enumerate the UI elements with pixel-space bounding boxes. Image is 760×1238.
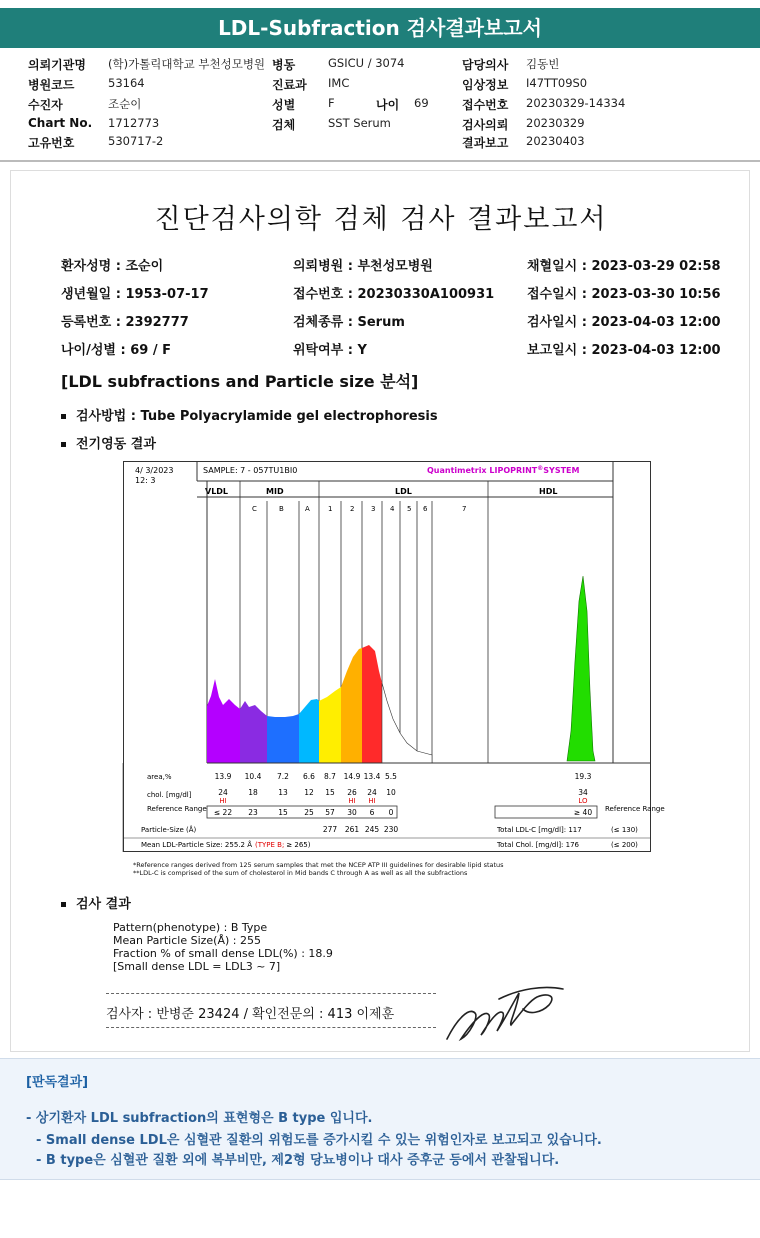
chol-value: 24 — [367, 788, 377, 797]
info-label: 담당의사 — [462, 58, 509, 72]
info-label: 병원코드 — [28, 78, 75, 92]
interpretation-line: - Small dense LDL은 심혈관 질환의 위험도를 증가시킬 수 있는 위험인자로 보고되고 있습니다. — [36, 1133, 602, 1148]
info-value: 1712773 — [108, 116, 160, 130]
mean-type: (TYPE B; — [255, 841, 285, 849]
area-value: 8.7 — [324, 772, 336, 781]
area-value: 13.4 — [363, 772, 381, 781]
info-value: (학)가톨릭대학교 부천성모병원 — [108, 57, 266, 71]
info-label: 진료과 — [272, 78, 307, 92]
info-label: 의뢰기관명 — [28, 58, 86, 72]
patient-field: 검체종류 : Serum — [293, 315, 405, 330]
area-value: 5.5 — [385, 772, 397, 781]
chart-date: 4/ 3/2023 — [135, 466, 174, 475]
result-heading — [61, 893, 131, 912]
band-label: 7 — [462, 505, 467, 513]
particle-value: 261 — [344, 825, 360, 834]
method-line — [61, 405, 438, 424]
info-value: 20230329-14334 — [526, 96, 626, 110]
info-label: 임상정보 — [462, 78, 509, 92]
page-title: LDL-Subfraction 검사결과보고서 — [0, 8, 760, 48]
signature-icon — [439, 979, 569, 1049]
ref-value: ≤ 22 — [213, 808, 233, 817]
info-value: IMC — [328, 76, 350, 90]
ref-value: 6 — [369, 808, 375, 817]
particle-value: 230 — [383, 825, 399, 834]
area-value: 6.6 — [303, 772, 315, 781]
info-value: 조순이 — [108, 97, 142, 111]
method-text: 검사방법 : Tube Polyacrylamide gel electrophoresis — [76, 409, 438, 424]
mean-size-label: Mean LDL-Particle Size: 255.2 Å — [141, 841, 252, 849]
signature-text: 검사자 : 반병준 23424 / 확인전문의 : 413 이제훈 — [106, 1007, 395, 1022]
chol-value: 13 — [278, 788, 288, 797]
patient-field: 생년월일 : 1953-07-17 — [61, 287, 209, 302]
signature-line — [106, 1027, 436, 1028]
electro-text: 전기영동 결과 — [76, 437, 156, 452]
info-value: 69 — [414, 96, 429, 110]
info-label: Chart No. — [28, 116, 93, 130]
band-label: A — [305, 505, 310, 513]
patient-field: 접수일시 : 2023-03-30 10:56 — [527, 287, 721, 302]
chart-time: 12: 3 — [135, 476, 156, 485]
result-lines — [113, 921, 333, 973]
total-ldl: Total LDL-C [mg/dl]: 117 — [497, 826, 582, 834]
area-row-label: area,% — [147, 773, 172, 781]
info-label: 검사의뢰 — [462, 118, 509, 132]
result-line: [Small dense LDL = LDL3 ~ 7] — [113, 960, 281, 973]
chol-value: 10 — [386, 788, 396, 797]
section-heading: [LDL subfractions and Particle size 분석] — [61, 372, 419, 391]
mean-ref: ≥ 265) — [286, 841, 311, 849]
group-label: MID — [266, 487, 284, 496]
patient-field: 검사일시 : 2023-04-03 12:00 — [527, 315, 721, 330]
registered-icon: ® — [537, 464, 544, 472]
chol-value: 34 — [578, 788, 588, 797]
chol-row-label: chol. [mg/dl] — [147, 791, 192, 799]
band-label: C — [252, 505, 257, 513]
info-label: 접수번호 — [462, 98, 509, 112]
report-title: 진단검사의학 검체 검사 결과보고서 — [154, 204, 608, 235]
chol-value: 24 — [218, 788, 228, 797]
patient-field: 채혈일시 : 2023-03-29 02:58 — [527, 259, 721, 274]
info-label: 고유번호 — [28, 136, 75, 150]
info-value: 530717-2 — [108, 134, 164, 148]
info-label: 나이 — [376, 98, 400, 112]
band-label: 4 — [390, 505, 395, 513]
bullet-icon — [61, 902, 66, 907]
ref-value: 15 — [278, 808, 288, 817]
area-value: 7.2 — [277, 772, 289, 781]
ref-value: 57 — [325, 808, 335, 817]
electro-line — [61, 433, 156, 452]
flag-hi: HI — [219, 797, 227, 805]
patient-field: 보고일시 : 2023-04-03 12:00 — [527, 343, 721, 358]
info-value: 53164 — [108, 76, 145, 90]
group-label: HDL — [539, 487, 558, 496]
ref-value: 0 — [388, 808, 394, 817]
info-value: I47TT09S0 — [526, 76, 588, 90]
info-value: 20230329 — [526, 116, 585, 130]
band-label: 5 — [407, 505, 412, 513]
interpretation-heading: [판독결과] — [26, 1075, 89, 1090]
band-label: 1 — [328, 505, 333, 513]
info-value: F — [328, 96, 335, 110]
info-value: 20230403 — [526, 134, 585, 148]
patient-field: 등록번호 : 2392777 — [61, 315, 189, 330]
band-label: 6 — [423, 505, 428, 513]
particle-value: 245 — [364, 825, 380, 834]
chart-system-name: Quantimetrix LIPOPRINT — [427, 466, 538, 475]
area-value: 10.4 — [244, 772, 262, 781]
flag-hi: HI — [348, 797, 356, 805]
chol-value: 18 — [248, 788, 258, 797]
group-label: LDL — [395, 487, 412, 496]
interpretation-panel — [0, 1058, 760, 1180]
area-mid-b — [267, 714, 299, 763]
chart-system — [427, 465, 580, 476]
chart-system-suffix: SYSTEM — [543, 466, 580, 475]
bullet-icon — [61, 442, 66, 447]
footnote: *Reference ranges derived from 125 serum samples that met the NCEP ATP III guidelines for desirable lipid status — [133, 861, 504, 869]
area-value: 14.9 — [343, 772, 361, 781]
ref-value: ≥ 40 — [573, 808, 593, 817]
patient-field: 접수번호 : 20230330A100931 — [293, 287, 495, 302]
flag-hi: HI — [368, 797, 376, 805]
total-chol: Total Chol. [mg/dl]: 176 — [497, 841, 579, 849]
chart-sample: SAMPLE: 7 - 057TU1BI0 — [203, 466, 298, 475]
particle-label: Particle-Size (Å) — [141, 826, 197, 834]
chol-value: 26 — [347, 788, 357, 797]
result-heading-text: 검사 결과 — [76, 897, 131, 912]
info-label: 수진자 — [28, 98, 63, 112]
flag-lo: LO — [578, 797, 588, 805]
band-label: B — [279, 505, 284, 513]
group-label: VLDL — [205, 487, 229, 496]
request-info — [0, 52, 760, 152]
patient-field: 의뢰병원 : 부천성모병원 — [293, 259, 433, 274]
ref-value: 25 — [304, 808, 314, 817]
area-value: 19.3 — [574, 772, 592, 781]
ref-label-right: Reference Range — [605, 805, 665, 813]
footnote: **LDL-C is comprised of the sum of cholesterol in Mid bands C through A as well as all the subfractions — [133, 869, 468, 877]
result-line: Fraction % of small dense LDL(%) : 18.9 — [113, 947, 333, 960]
patient-field: 나이/성별 : 69 / F — [61, 343, 172, 358]
info-label: 결과보고 — [462, 136, 509, 150]
interpretation-line: - 상기환자 LDL subfraction의 표현형은 B type 입니다. — [26, 1111, 373, 1126]
patient-field: 위탁여부 : Y — [293, 343, 367, 358]
info-label: 병동 — [272, 58, 296, 72]
info-label: 검체 — [272, 118, 296, 132]
particle-value: 277 — [322, 825, 338, 834]
bullet-icon — [61, 414, 66, 419]
info-value: GSICU / 3074 — [328, 56, 405, 70]
ref-label: Reference Range — [147, 805, 207, 813]
area-value: 13.9 — [214, 772, 232, 781]
ref-value: 23 — [248, 808, 258, 817]
total-chol-ref: (≤ 200) — [611, 841, 638, 849]
result-line: Pattern(phenotype) : B Type — [113, 921, 268, 934]
ref-row-label — [147, 805, 207, 813]
info-value: SST Serum — [328, 116, 391, 130]
chol-value: 12 — [304, 788, 314, 797]
patient-field: 환자성명 : 조순이 — [61, 259, 164, 274]
lab-report — [10, 170, 750, 1052]
info-value: 김동빈 — [526, 57, 560, 71]
result-line: Mean Particle Size(Å) : 255 — [113, 934, 261, 947]
lipoprint-chart — [123, 461, 665, 861]
ref-value: 30 — [347, 808, 357, 817]
band-label: 3 — [371, 505, 376, 513]
interpretation-line: - B type은 심혈관 질환 외에 복부비만, 제2형 당뇨병이나 대사 증후군 등에서 관찰됩니다. — [36, 1153, 560, 1168]
band-label: 2 — [350, 505, 355, 513]
total-ldl-ref: (≤ 130) — [611, 826, 638, 834]
chol-value: 15 — [325, 788, 335, 797]
signature-line — [106, 993, 436, 994]
divider — [0, 160, 760, 162]
chart-footnotes — [133, 861, 504, 877]
info-label: 성별 — [272, 98, 296, 112]
